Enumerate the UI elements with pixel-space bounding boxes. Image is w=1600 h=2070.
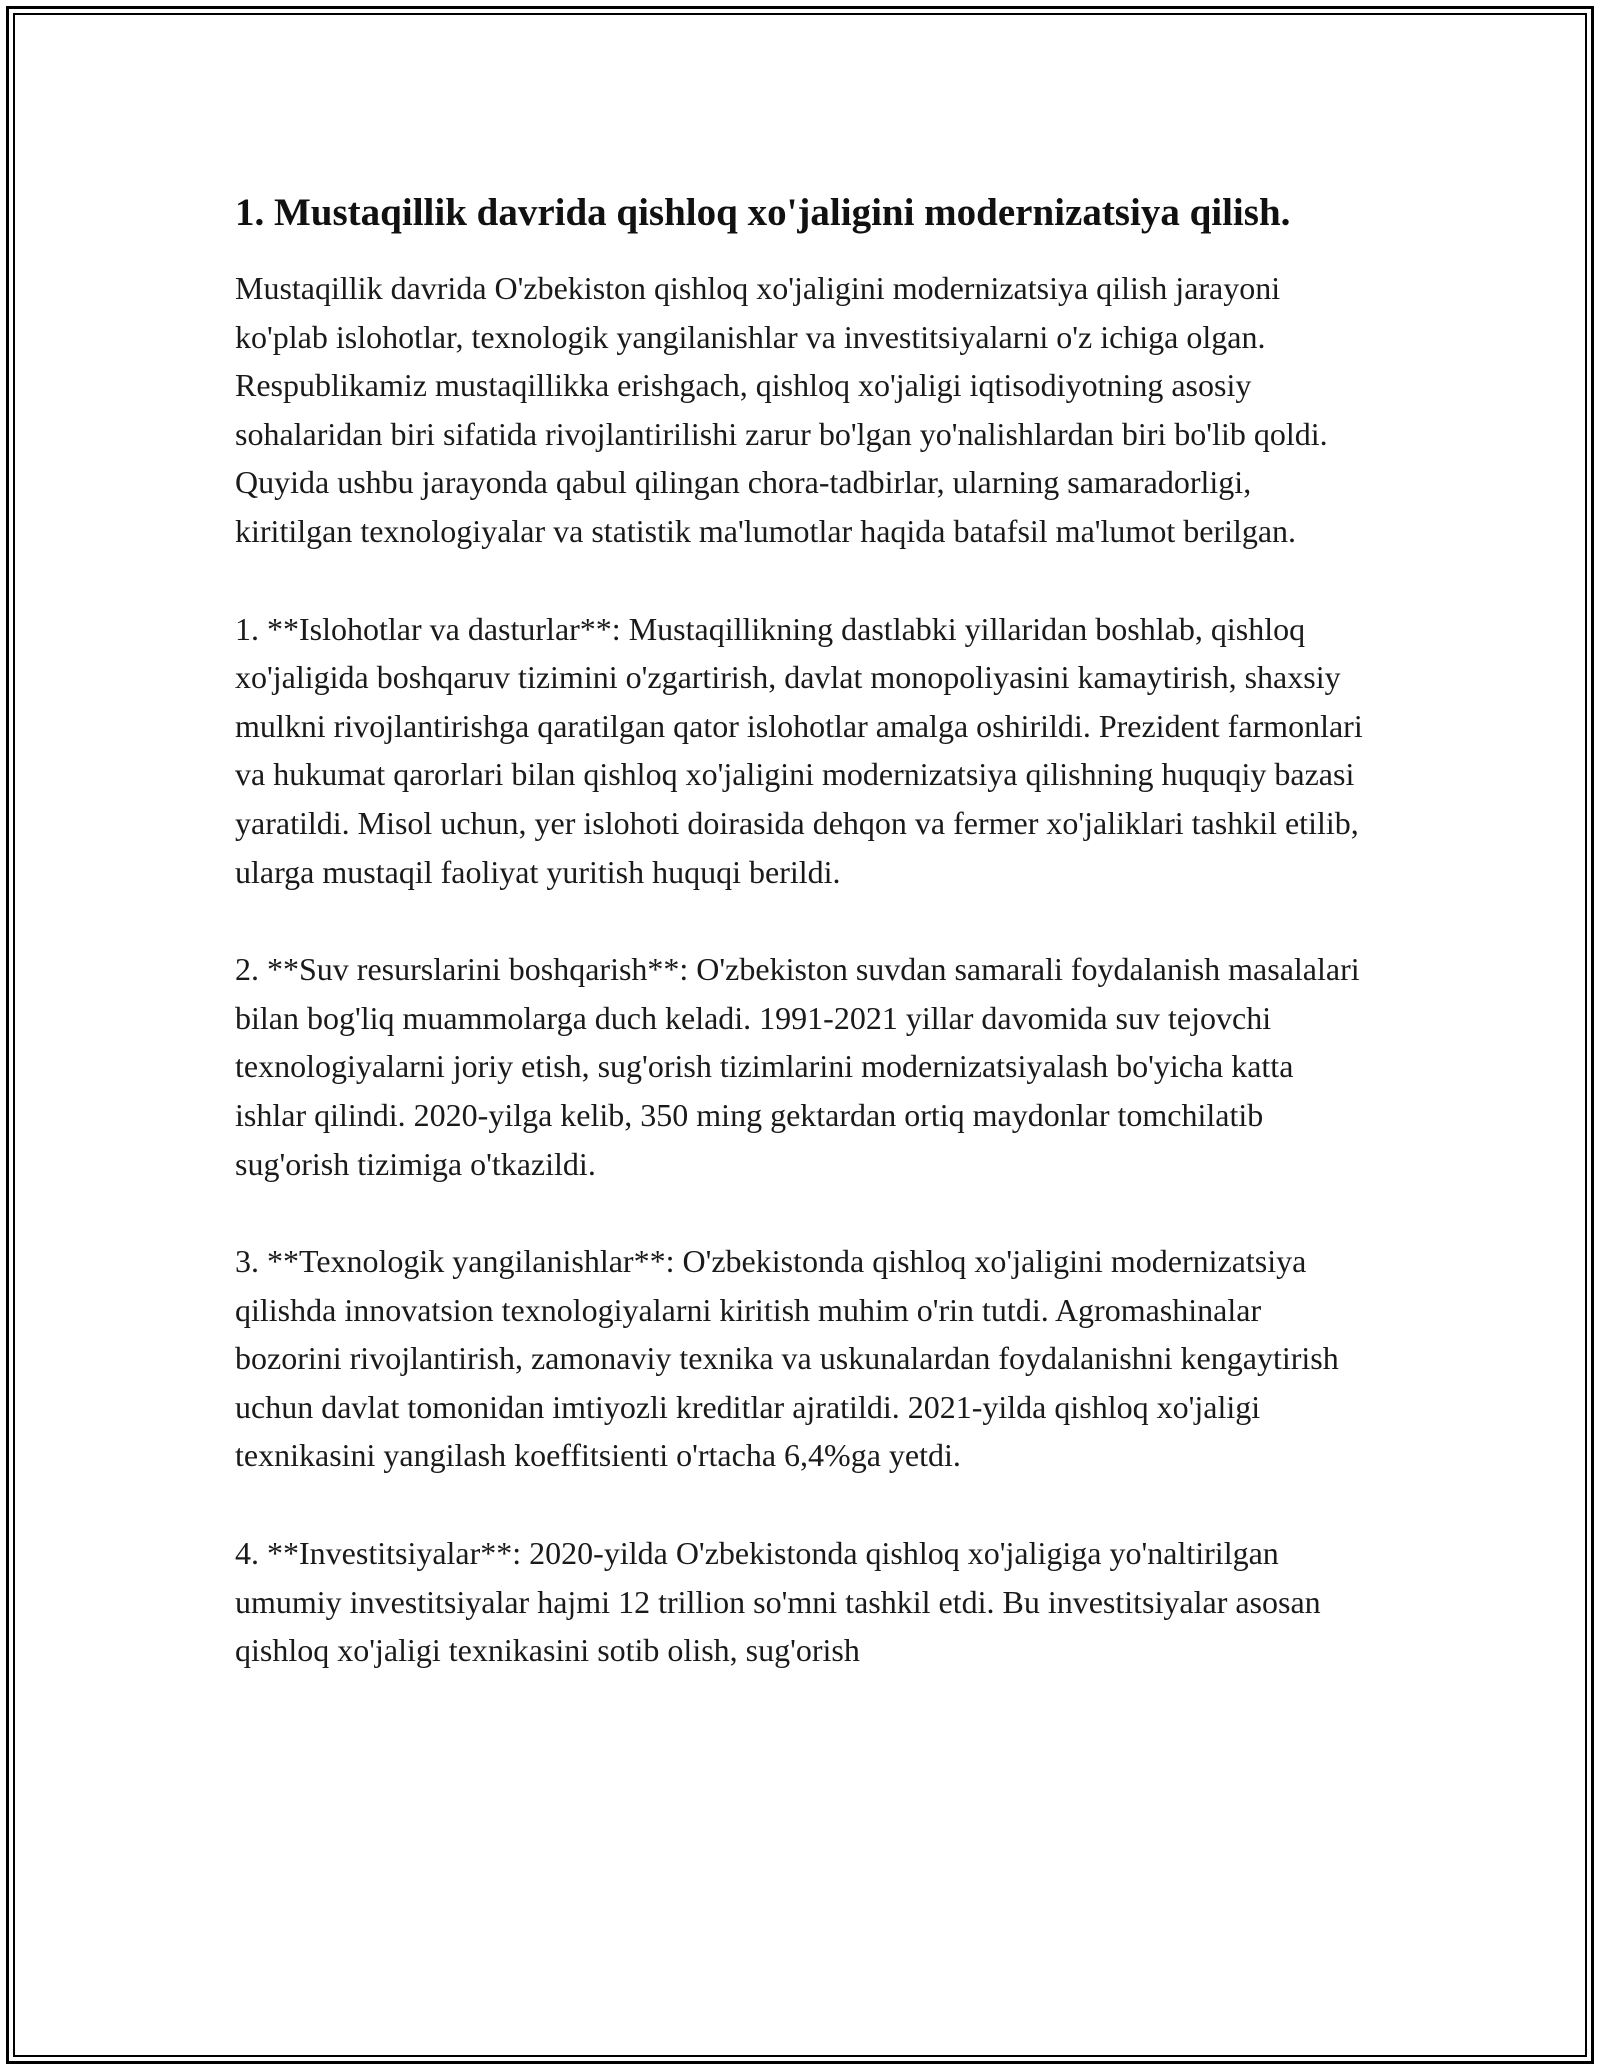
paragraph-investments: 4. **Investitsiyalar**: 2020-yilda O'zbekistonda qishloq xo'jaligiga yo'naltirilgan umumiy investitsiyalar hajmi 12 trillion so'mni tashkil etdi. Bu investitsiyalar asosan qishloq xo'jaligi texnikasini sotib olish, sug'orish — [235, 1535, 1321, 1669]
document-title: 1. Mustaqillik davrida qishloq xo'jaligini modernizatsiya qilish. — [235, 191, 1291, 234]
paragraph-technology: 3. **Texnologik yangilanishlar**: O'zbekistonda qishloq xo'jaligini modernizatsiya qilishda innovatsion texnologiyalarni kiritish muhim o'rin tutdi. Agromashinalar bozorini rivojlantirish, zamonaviy texnika va uskunalardan foydalanishni kengaytirish uchun davlat tomonidan imtiyozli kreditlar ajratildi. 2021-yilda qishloq xo'jaligi texnikasini yangilash koeffitsienti o'rtacha 6,4%ga yetdi. — [235, 1243, 1339, 1474]
intro-paragraph: Mustaqillik davrida O'zbekiston qishloq xo'jaligini modernizatsiya qilish jarayoni ko'plab islohotlar, texnologik yangilanishlar va investitsiyalarni o'z ichiga olgan. Respublikamiz mustaqillikka erishgach, qishloq xo'jaligi iqtisodiyotning asosiy sohalaridan biri sifatida rivojlantirilishi zarur bo'lgan yo'nalishlardan biri bo'lib qoldi. Quyida ushbu jarayonda qabul qilingan chora-tadbirlar, ularning samaradorligi, kiritilgan texnologiyalar va statistik ma'lumotlar haqida batafsil ma'lumot berilgan. — [235, 270, 1328, 549]
paragraph-reforms: 1. **Islohotlar va dasturlar**: Mustaqillikning dastlabki yillaridan boshlab, qishloq xo'jaligida boshqaruv tizimini o'zgartirish, davlat monopoliyasini kamaytirish, shaxsiy mulkni rivojlantirishga qaratilgan qator islohotlar amalga oshirildi. Prezident farmonlari va hukumat qarorlari bilan qishloq xo'jaligini modernizatsiya qilishning huquqiy bazasi yaratildi. Misol uchun, yer islohoti doirasida dehqon va fermer xo'jaliklari tashkil etilib, ularga mustaqil faoliyat yuritish huquqi berildi. — [235, 610, 1363, 890]
document-page — [235, 185, 1370, 1724]
paragraph-water-resources: 2. **Suv resurslarini boshqarish**: O'zbekiston suvdan samarali foydalanish masalalari bilan bog'liq muammolarga duch keladi. 1991-2021 yillar davomida suv tejovchi texnologiyalarni joriy etish, sug'orish tizimlarini modernizatsiyalash bo'yicha katta ishlar qilindi. 2020-yilga kelib, 350 ming gektardan ortiq maydonlar tomchilatib sug'orish tizimiga o'tkazildi. — [235, 951, 1360, 1182]
